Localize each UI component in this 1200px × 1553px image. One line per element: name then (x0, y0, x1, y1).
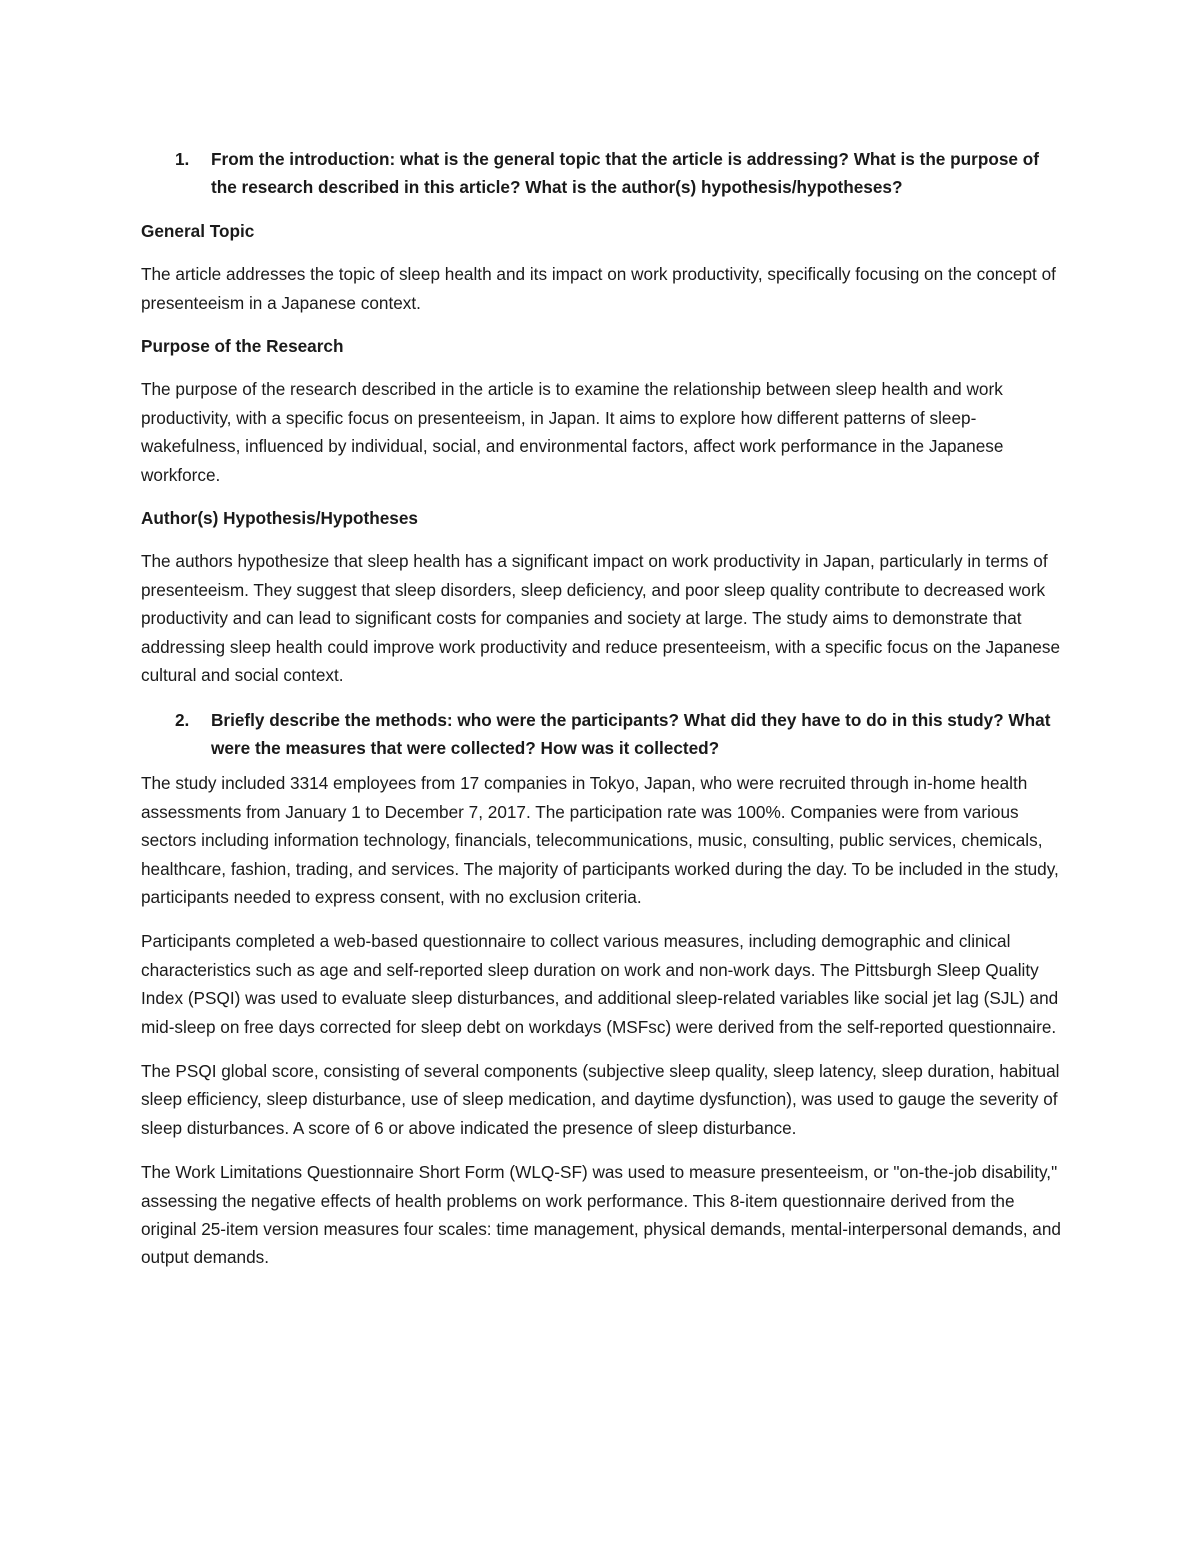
hypothesis-body: The authors hypothesize that sleep health has a significant impact on work productivity in Japan, particularly in terms of presenteeism. They suggest that sleep disorders, sleep deficiency, and poor sleep quality contribute to decreased work productivity and can lead to significant costs for companies and society at large. The study aims to demonstrate that addressing sleep health could improve work productivity and reduce presenteeism, with a specific focus on the Japanese cultural and social context. (141, 551, 1061, 686)
general-topic-heading: General Topic (141, 220, 255, 241)
methods-paragraph-3: The PSQI global score, consisting of several components (subjective sleep quality, sleep latency, sleep duration, habitual sleep efficiency, sleep disturbance, use of sleep medication, and daytime dysfunction), was used to gauge the severity of sleep disturbances. A score of 6 or above indicated the presence of sleep disturbance. (141, 1060, 1060, 1138)
document-content (141, 145, 1066, 1272)
question-1-text: From the introduction: what is the general topic that the article is addressing? What is the purpose of the research described in this article? What is the author(s) hypothesis/hypotheses? (211, 149, 1039, 198)
question-1-number: 1. (175, 149, 190, 169)
methods-paragraph-1: The study included 3314 employees from 17 companies in Tokyo, Japan, who were recruited through in-home health assessments from January 1 to December 7, 2017. The participation rate was 100%. Companies were from various sectors including information technology, financials, telecommunications, music, consulting, public services, chemicals, healthcare, fashion, trading, and services. The majority of participants worked during the day. To be included in the study, participants needed to express consent, with no exclusion criteria. (141, 773, 1059, 907)
hypothesis-heading: Author(s) Hypothesis/Hypotheses (141, 508, 418, 529)
methods-paragraph-4: The Work Limitations Questionnaire Short Form (WLQ-SF) was used to measure presenteeism, or "on-the-job disability," assessing the negative effects of health problems on work performance. This 8-item questionnaire derived from the original 25-item version measures four scales: time management, physical demands, mental-interpersonal demands, and output demands. (141, 1162, 1061, 1268)
purpose-heading: Purpose of the Research (141, 336, 344, 357)
question-2-text: Briefly describe the methods: who were the participants? What did they have to do in this study? What were the measures that were collected? How was it collected? (211, 709, 1051, 758)
purpose-body: The purpose of the research described in the article is to examine the relationship between sleep health and work productivity, with a specific focus on presenteeism, in Japan. It aims to explore how different patterns of sleep-wakefulness, influenced by individual, social, and environmental factors, affect work performance in the Japanese workforce. (141, 379, 1004, 485)
question-2 (175, 706, 1066, 763)
question-1 (175, 145, 1066, 202)
methods-paragraph-2: Participants completed a web-based questionnaire to collect various measures, including demographic and clinical characteristics such as age and self-reported sleep duration on work and non-work days. The Pittsburgh Sleep Quality Index (PSQI) was used to evaluate sleep disturbances, and additional sleep-related variables like social jet lag (SJL) and mid-sleep on free days corrected for sleep debt on workdays (MSFsc) were derived from the self-reported questionnaire. (141, 931, 1059, 1037)
general-topic-body: The article addresses the topic of sleep health and its impact on work productivity, specifically focusing on the concept of presenteeism in a Japanese context. (141, 264, 1056, 313)
question-2-number: 2. (175, 709, 190, 730)
